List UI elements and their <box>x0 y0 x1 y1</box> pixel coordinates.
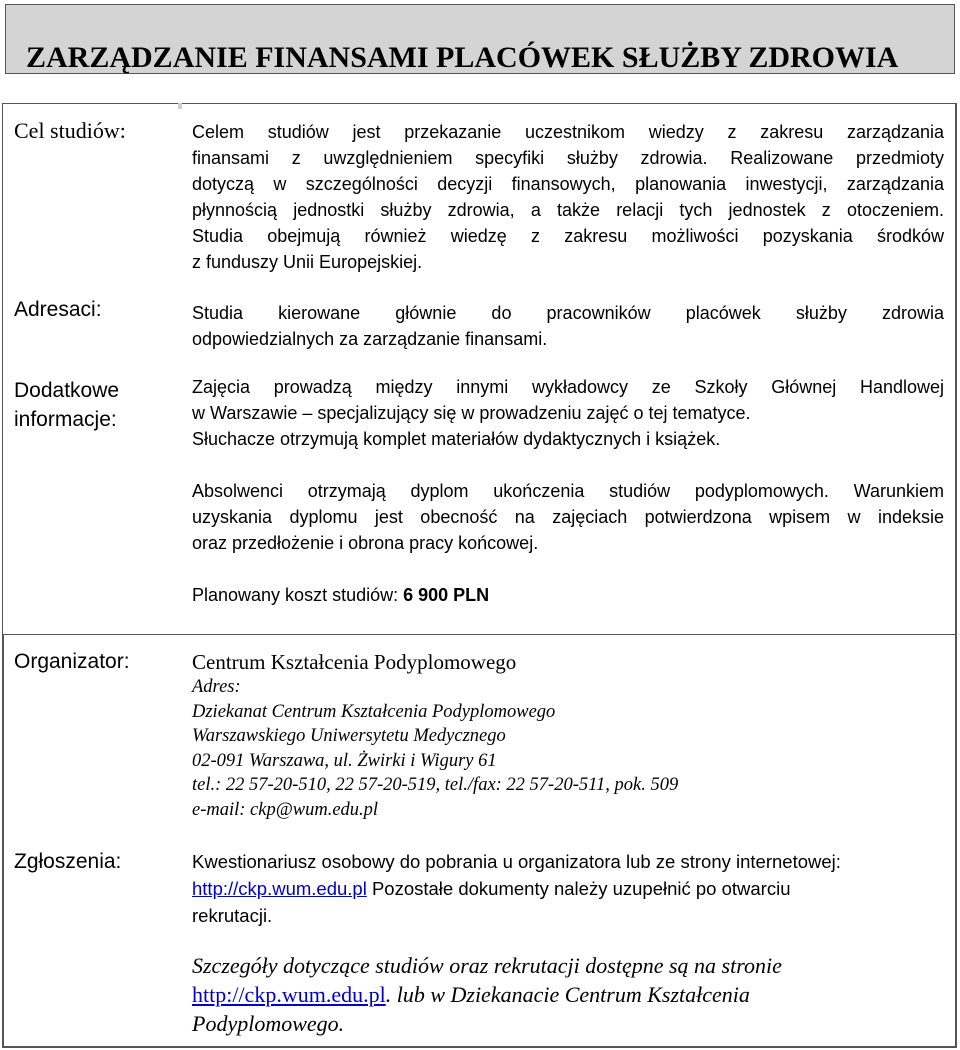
details-line: Podyplomowego. <box>192 1011 345 1036</box>
audience-paragraph <box>192 300 944 352</box>
details-website-link[interactable]: http://ckp.wum.edu.pl <box>192 982 386 1007</box>
applications-paragraph <box>192 848 944 929</box>
organizer-name: Centrum Kształcenia Podyplomowego <box>192 650 517 674</box>
goal-line: Studia obejmują również wiedzę z zakresu możliwości pozyskania środków <box>192 226 944 246</box>
goal-line: Celem studiów jest przekazanie uczestnikom wiedzy z zakresu zarządzania <box>192 122 944 142</box>
details-paragraph <box>192 951 944 1038</box>
goal-line: dotyczą w szczególności decyzji finansowych, planowania inwestycji, zarządzania <box>192 174 944 194</box>
lecturers-paragraph <box>192 374 944 452</box>
additional-info-label-line1: Dodatkowe <box>14 379 120 402</box>
cost-label: Planowany koszt studiów: <box>192 585 404 605</box>
column-divider <box>178 103 182 109</box>
details-line-rest: . lub w Dziekanacie Centrum Kształcenia <box>385 982 750 1007</box>
applications-line: rekrutacji. <box>192 905 273 926</box>
address-line: Adres: <box>192 677 241 697</box>
additional-info-label <box>14 376 119 434</box>
lecturers-line: Słuchacze otrzymują komplet materiałów dydaktycznych i książek. <box>192 429 721 449</box>
diploma-line: Absolwenci otrzymają dyplom ukończenia studiów podyplomowych. Warunkiem <box>192 481 944 501</box>
organizer-label: Organizator: <box>14 650 130 673</box>
applications-line-rest: Pozostałe dokumenty należy uzupełnić po otwarciu <box>366 878 791 899</box>
details-line: Szczegóły dotyczące studiów oraz rekrutacji dostępne są na stronie <box>192 953 782 978</box>
audience-line: Studia kierowane głównie do pracowników placówek służby zdrowia <box>192 303 944 323</box>
address-line: Dziekanat Centrum Kształcenia Podyplomowego <box>192 701 556 722</box>
lecturers-line: w Warszawie – specjalizujący się w prowadzeniu zajęć o tej tematyce. <box>192 403 751 423</box>
address-line: e-mail: ckp@wum.edu.pl <box>192 799 379 820</box>
applications-line: Kwestionariusz osobowy do pobrania u organizatora lub ze strony internetowej: <box>192 851 841 872</box>
address-line: Warszawskiego Uniwersytetu Medycznego <box>192 726 506 747</box>
website-link[interactable]: http://ckp.wum.edu.pl <box>192 878 367 899</box>
goal-paragraph <box>192 119 944 275</box>
diploma-paragraph <box>192 478 944 556</box>
goal-line: finansami z uwzględnieniem specyfiki służby zdrowia. Realizowane przedmioty <box>192 148 944 168</box>
lecturers-line: Zajęcia prowadzą między innymi wykładowcy ze Szkoły Głównej Handlowej <box>192 377 944 397</box>
title-banner <box>5 4 955 74</box>
goal-label: Cel studiów: <box>14 118 126 143</box>
address-line: tel.: 22 57-20-510, 22 57-20-519, tel./fax: 22 57-20-511, pok. 509 <box>192 775 679 796</box>
cost-value: 6 900 PLN <box>403 585 490 605</box>
diploma-line: uzyskania dyplomu jest obecność na zajęciach potwierdzona wpisem w indeksie <box>192 507 944 527</box>
details-line <box>192 980 944 1009</box>
cost-line <box>192 582 944 608</box>
page-title: ZARZĄDZANIE FINANSAMI PLACÓWEK SŁUŻBY ZDROWIA <box>26 41 899 74</box>
applications-label: Zgłoszenia: <box>14 850 122 873</box>
audience-line: odpowiedzialnych za zarządzanie finansami. <box>192 329 548 349</box>
goal-line: płynnością jednostki służby zdrowia, a także relacji tych jednostek z otoczeniem. <box>192 200 944 220</box>
address-line: 02-091 Warszawa, ul. Żwirki i Wigury 61 <box>192 750 497 771</box>
organizer-address <box>192 675 944 823</box>
applications-line <box>192 875 944 902</box>
audience-label: Adresaci: <box>14 298 102 321</box>
goal-line: z funduszy Unii Europejskiej. <box>192 252 423 272</box>
additional-info-label-line2: informacje: <box>14 408 117 431</box>
diploma-line: oraz przedłożenie i obrona pracy końcowej. <box>192 533 539 553</box>
